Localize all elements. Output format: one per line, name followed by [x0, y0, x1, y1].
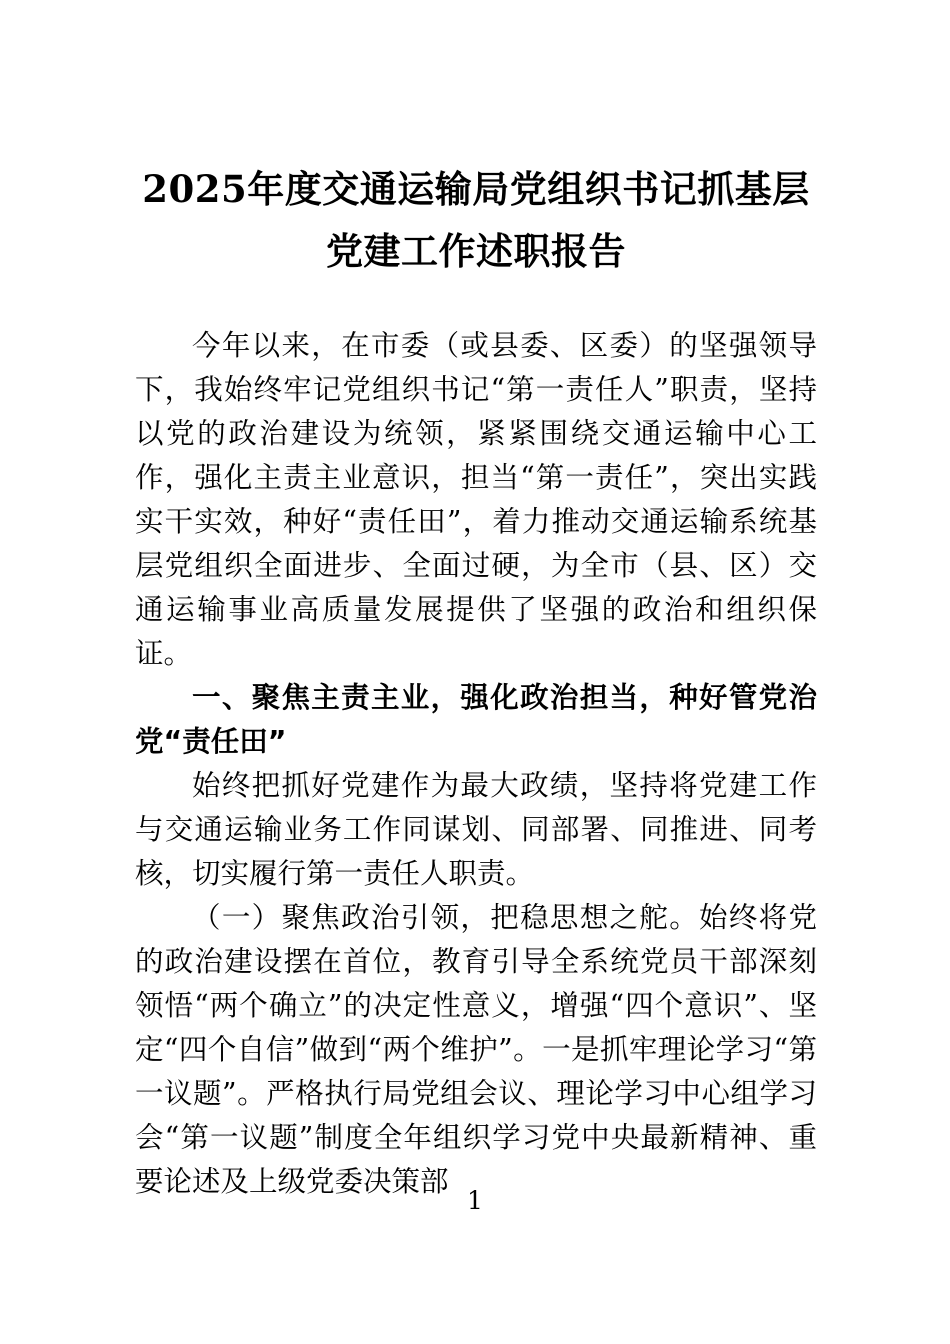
section-heading-one: 一、聚焦主责主业，强化政治担当，种好管党治党“责任田”	[135, 681, 817, 758]
page-title: 2025年度交通运输局党组织书记抓基层党建工作述职报告	[142, 167, 810, 273]
paragraph-section-one-intro: 始终把抓好党建作为最大政绩，坚持将党建工作与交通运输业务工作同谋划、同部署、同推进、同考核，切实履行第一责任人职责。	[135, 769, 817, 890]
document-content	[135, 0, 817, 1204]
paragraph-subsection-one: （一）聚焦政治引领，把稳思想之舵。始终将党的政治建设摆在首位，教育引导全系统党员干部深刻领悟“两个确立”的决定性意义，增强“四个意识”、坚定“四个自信”做到“两个维护”。一是抓牢理论学习“第一议题”。严格执行局党组会议、理论学习中心组学习会“第一议题”制度全年组织学习党中央最新精神、重要论述及上级党委决策部	[135, 901, 817, 1198]
paragraph-opening: 今年以来，在市委（或县委、区委）的坚强领导下，我始终牢记党组织书记“第一责任人”职责，坚持以党的政治建设为统领，紧紧围绕交通运输中心工作，强化主责主业意识，担当“第一责任”，突出实践实干实效，种好“责任田”，着力推动交通运输系统基层党组织全面进步、全面过硬，为全市（县、区）交通运输事业高质量发展提供了坚强的政治和组织保证。	[135, 329, 817, 670]
page-number-footer: 1	[467, 1186, 483, 1215]
